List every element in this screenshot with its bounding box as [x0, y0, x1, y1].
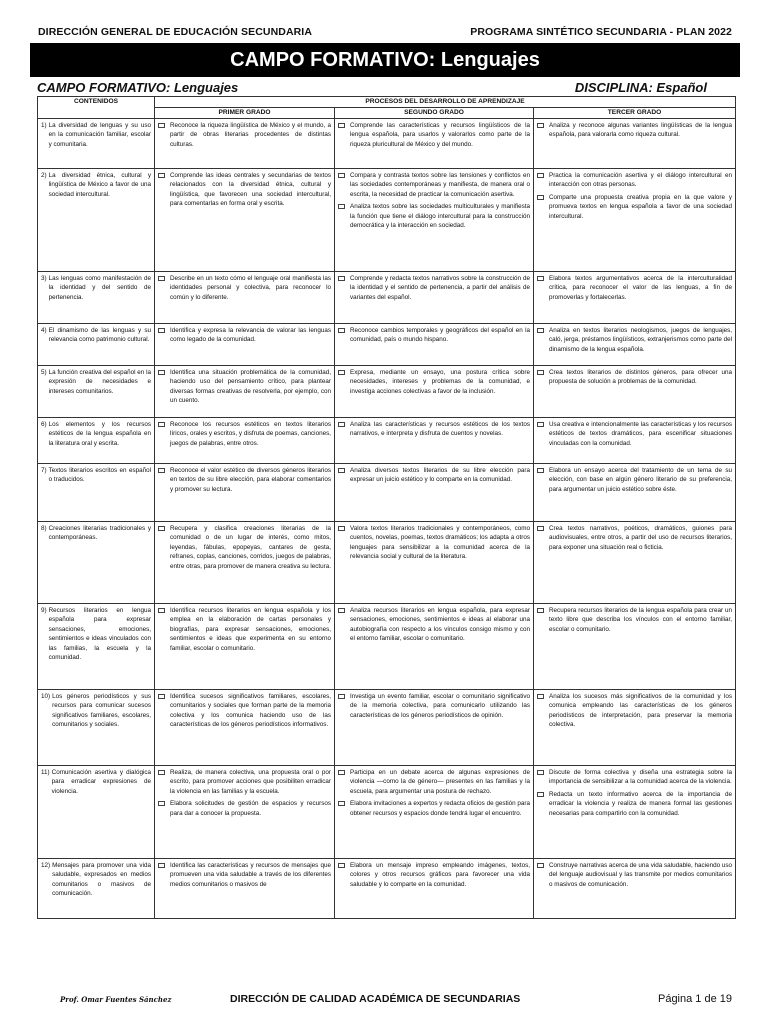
process-item — [158, 420, 331, 448]
content-cell — [38, 119, 155, 169]
bullet-box-icon — [158, 370, 165, 375]
footer — [60, 992, 732, 1006]
process-item — [338, 768, 530, 796]
table-row — [38, 366, 736, 418]
process-item — [537, 606, 732, 634]
campo-label: CAMPO FORMATIVO: Lenguajes — [37, 80, 239, 95]
disciplina-label: DISCIPLINA: Español — [574, 80, 707, 95]
grade-3-cell — [534, 690, 736, 766]
bullet-box-icon — [537, 276, 544, 281]
process-text: Comprende las características y recursos lingüísticos de la lengua española, para usarlos y valorarlos como parte de la riqueza pluricultural de México y del mundo. — [350, 122, 530, 148]
process-item — [338, 368, 530, 396]
top-header — [38, 26, 732, 40]
table-row — [38, 272, 736, 324]
process-text: Identifica y expresa la relevancia de valorar las lenguas como legado de la comunidad. — [170, 327, 331, 344]
process-item — [537, 692, 732, 730]
bullet-box-icon — [537, 370, 544, 375]
grade-1-cell — [155, 690, 335, 766]
process-text: Reconoce cambios temporales y geográficos del español en la comunidad, país o mundo hispano. — [350, 327, 530, 344]
content-text: La diversidad de lenguas y su uso en la comunicación familiar, escolar y comunitaria. — [48, 122, 151, 148]
process-item — [158, 368, 331, 406]
process-text: Reconoce el valor estético de diversos géneros literarios en textos de su libre elección, para elaborar comentarios y promover su lectura. — [170, 467, 331, 493]
grade-2-cell — [335, 522, 534, 604]
process-item — [158, 274, 331, 302]
grade-3-cell — [534, 366, 736, 418]
process-text: Elabora un mensaje impreso empleando imágenes, textos, colores y otros recursos gráficos para favorecer una vida saludable y lo comparte en la comunidad. — [350, 862, 530, 888]
bullet-box-icon — [537, 173, 544, 178]
grade-1-cell — [155, 272, 335, 324]
process-text: Identifica las características y recursos de mensajes que promueven una vida saludable a través de los diferentes medios comunitarios o masivos de — [170, 862, 331, 888]
col-grade-2: SEGUNDO GRADO — [335, 108, 534, 119]
process-item — [537, 466, 732, 494]
process-item — [158, 326, 331, 345]
process-item — [158, 171, 331, 209]
bullet-box-icon — [158, 276, 165, 281]
process-item — [158, 692, 331, 730]
content-text: El dinamismo de las lenguas y su relevancia como patrimonio cultural. — [48, 327, 151, 344]
content-cell — [38, 859, 155, 919]
process-text: Expresa, mediante un ensayo, una postura crítica sobre necesidades, intereses y problemas de la comunidad, e investiga acciones colectivas a favor de la inclusión. — [350, 369, 530, 395]
bullet-box-icon — [158, 608, 165, 613]
content-number: 6) — [41, 421, 47, 428]
process-text: Reconoce los recursos estéticos en textos literarios líricos, orales y escritos, y disfruta de poemas, canciones, juegos de palabras, entre otros. — [170, 421, 331, 447]
bullet-box-icon — [158, 468, 165, 473]
bullet-box-icon — [158, 328, 165, 333]
bullet-box-icon — [338, 801, 345, 806]
title-banner: CAMPO FORMATIVO: Lenguajes — [30, 43, 740, 77]
process-item — [537, 171, 732, 190]
bullet-box-icon — [338, 526, 345, 531]
process-text: Usa creativa e intencionalmente las características y los recursos estéticos de textos dramáticos, para escenificar situaciones vinculadas con la comunidad. — [549, 421, 733, 447]
grade-3-cell — [534, 766, 736, 859]
col-grade-3: TERCER GRADO — [534, 108, 736, 119]
bullet-box-icon — [537, 123, 544, 128]
grade-1-cell — [155, 418, 335, 464]
grade-3-cell — [534, 324, 736, 366]
content-number: 2) — [41, 172, 47, 179]
bullet-box-icon — [537, 694, 544, 699]
grade-3-cell — [534, 169, 736, 272]
bullet-box-icon — [338, 123, 345, 128]
content-text: Las lenguas como manifestación de la identidad y del sentido de pertenencia. — [48, 275, 151, 301]
process-item — [537, 524, 732, 552]
grade-1-cell — [155, 169, 335, 272]
content-cell — [38, 464, 155, 522]
process-text: Analiza diversos textos literarios de su libre elección para expresar un juicio estético y lo comparte en la comunidad. — [350, 467, 530, 484]
process-item — [537, 420, 732, 448]
grade-1-cell — [155, 604, 335, 690]
process-text: Crea textos literarios de distintos géneros, para ofrecer una propuesta de solución a problemas de la comunidad. — [549, 369, 733, 386]
process-item — [537, 790, 732, 818]
table-row — [38, 324, 736, 366]
process-item — [338, 466, 530, 485]
process-item — [338, 121, 530, 149]
process-text: Compara y contrasta textos sobre las tensiones y conflictos en las sociedades contemporáneas y manifiesta, de manera oral o escrita, la necesidad de practicar la comunicación asertiva. — [350, 172, 530, 198]
content-text: Recursos literarios en lengua española para expresar sensaciones, emociones, sentimientos e ideas vinculados con las familias, la escuela y la comunidad. — [48, 607, 151, 662]
bullet-box-icon — [338, 608, 345, 613]
grade-2-cell — [335, 169, 534, 272]
process-text: Comprende las ideas centrales y secundarias de textos relacionados con la diversidad étnica, cultural y lingüística, que favorecen una sociedad intercultural, para comentarlas en forma oral y escrita. — [170, 172, 331, 208]
content-text: Comunicación asertiva y dialógica para erradicar expresiones de violencia. — [51, 769, 151, 795]
process-item — [537, 274, 732, 302]
process-text: Reconoce la riqueza lingüística de México y el mundo, a partir de obras literarias procedentes de distintas culturas. — [170, 122, 331, 148]
table-row — [38, 464, 736, 522]
grade-1-cell — [155, 522, 335, 604]
process-item — [338, 171, 530, 199]
process-text: Recupera recursos literarios de la lengua española para crear un texto libre que describa los vínculos con el entorno familiar, escolar o comunitario. — [549, 607, 733, 633]
content-cell — [38, 690, 155, 766]
grade-2-cell — [335, 418, 534, 464]
process-item — [537, 861, 732, 889]
bullet-box-icon — [158, 526, 165, 531]
bullet-box-icon — [537, 792, 544, 797]
content-number: 7) — [41, 467, 47, 474]
process-text: Analiza los sucesos más significativos de la comunidad y los comunica empleando las características de los géneros periodísticos de interpretación, para preservar la memoria colectiva. — [549, 693, 733, 729]
table-body — [38, 119, 736, 919]
bullet-box-icon — [338, 370, 345, 375]
grade-3-cell — [534, 272, 736, 324]
content-cell — [38, 604, 155, 690]
process-item — [338, 606, 530, 644]
bullet-box-icon — [537, 526, 544, 531]
footer-author: Prof. Omar Fuentes Sánchez — [60, 994, 172, 1004]
process-text: Discute de forma colectiva y diseña una estrategia sobre la importancia de sensibilizar a la comunidad acerca de la violencia. — [549, 769, 733, 786]
bullet-box-icon — [338, 276, 345, 281]
content-text: Mensajes para promover una vida saludable, expresados en medios comunitarios o masivos de comunicación. — [52, 862, 151, 898]
content-number: 8) — [41, 525, 47, 532]
process-text: Recupera y clasifica creaciones literarias de la comunidad o de un lugar de interés, como mitos, leyendas, fábulas, epopeyas, cantares de gesta, refranes, coplas, canciones, corridos, juegos de palabras, entre otras, para promover de manera creativa su lectura. — [170, 525, 332, 570]
grade-1-cell — [155, 366, 335, 418]
content-number: 3) — [41, 275, 47, 282]
table-row — [38, 766, 736, 859]
process-item — [338, 326, 530, 345]
header-left: DIRECCIÓN GENERAL DE EDUCACIÓN SECUNDARIA — [38, 26, 313, 38]
grade-2-cell — [335, 690, 534, 766]
content-text: La diversidad étnica, cultural y lingüística de México a favor de una sociedad intercultural. — [48, 172, 151, 198]
grade-3-cell — [534, 859, 736, 919]
process-text: Analiza textos sobre las sociedades multiculturales y manifiesta la función que tiene el diálogo intercultural para la construcción democrática y la interacción en sociedad. — [350, 203, 530, 230]
grade-2-cell — [335, 464, 534, 522]
bullet-box-icon — [338, 328, 345, 333]
grade-2-cell — [335, 324, 534, 366]
grade-3-cell — [534, 119, 736, 169]
bullet-box-icon — [338, 468, 345, 473]
grade-1-cell — [155, 859, 335, 919]
content-cell — [38, 522, 155, 604]
process-text: Analiza en textos literarios neologismos, juegos de lenguajes, caló, jerga, préstamos lingüísticos, extranjerismos como parte del dinamismo de la lengua española. — [549, 327, 733, 353]
bullet-box-icon — [158, 123, 165, 128]
process-text: Identifica recursos literarios en lengua española y los emplea en la elaboración de cartas personales y biografías, para expresar sensaciones, emociones, sentimientos e ideas que experimenta en su entorno familiar, escolar o comunitario. — [170, 607, 331, 652]
bullet-box-icon — [158, 863, 165, 868]
process-text: Identifica sucesos significativos familiares, escolares, comunitarios y sociales que forman parte de la memoria colectiva y los comunica haciendo uso de las características de los géneros periodísticos informativos. — [170, 693, 331, 729]
process-text: Investiga un evento familiar, escolar o comunitario significativo de la memoria colectiva, para comunicarlo utilizando las características de los géneros periodísticos de opinión. — [350, 693, 530, 719]
process-item — [338, 692, 530, 720]
process-text: Participa en un debate acerca de algunas expresiones de violencia —como la de género— presentes en las familias y la escuela, para argumentar una postura de rechazo. — [350, 769, 530, 795]
table-row — [38, 604, 736, 690]
process-text: Describe en un texto cómo el lenguaje oral manifiesta las identidades personal y colectiva, para reconocer lo común y lo diferente. — [170, 275, 331, 301]
bullet-box-icon — [338, 422, 345, 427]
content-cell — [38, 766, 155, 859]
bullet-box-icon — [537, 770, 544, 775]
process-item — [158, 768, 331, 796]
process-item — [338, 861, 530, 889]
grade-3-cell — [534, 604, 736, 690]
content-cell — [38, 418, 155, 464]
process-text: Realiza, de manera colectiva, una propuesta oral o por escrito, para promover acciones que posibiliten erradicar la violencia en las familias y la escuela. — [170, 769, 331, 795]
process-item — [158, 524, 331, 571]
process-text: Elabora textos argumentativos acerca de la interculturalidad crítica, para reconocer el valor de las lenguas, a fin de promoverlas y fortalecerlas. — [549, 275, 733, 301]
process-text: Valora textos literarios tradicionales y contemporáneos, como cuentos, novelas, poemas, textos dramáticos; los adapta a otros lenguajes para sensibilizar a la comunidad acerca de la relevancia social y cultural de la literatura. — [350, 525, 530, 561]
process-text: Construye narrativas acerca de una vida saludable, haciendo uso del lenguaje audiovisual y las transmite por medios comunitarios o masivos de comunicación. — [549, 862, 733, 888]
content-number: 4) — [41, 327, 47, 334]
bullet-box-icon — [338, 863, 345, 868]
process-item — [537, 193, 732, 221]
content-number: 12) — [41, 862, 51, 869]
process-item — [537, 121, 732, 140]
process-item — [158, 861, 331, 889]
table-row — [38, 522, 736, 604]
bullet-box-icon — [158, 173, 165, 178]
process-item — [338, 524, 530, 562]
process-item — [158, 121, 331, 149]
footer-dept: DIRECCIÓN DE CALIDAD ACADÉMICA DE SECUNDARIAS — [230, 993, 521, 1005]
process-text: Elabora invitaciones a expertos y redacta oficios de gestión para obtener recursos y espacios donde tendrá lugar el encuentro. — [350, 800, 530, 817]
grade-1-cell — [155, 119, 335, 169]
content-text: Los elementos y los recursos estéticos de la lengua española en la literatura oral y escrita. — [48, 421, 151, 447]
process-item — [338, 202, 530, 230]
bullet-box-icon — [158, 770, 165, 775]
bullet-box-icon — [158, 694, 165, 699]
grade-2-cell — [335, 366, 534, 418]
content-text: Creaciones literarias tradicionales y contemporáneas. — [48, 525, 151, 542]
content-number: 1) — [41, 122, 47, 129]
process-item — [338, 799, 530, 818]
grade-3-cell — [534, 418, 736, 464]
table-row — [38, 418, 736, 464]
content-number: 10) — [41, 693, 51, 700]
process-text: Comparte una propuesta creativa propia en la que valore y promueva textos en lengua española a favor de una sociedad intercultural. — [549, 193, 733, 220]
grade-3-cell — [534, 522, 736, 604]
bullet-box-icon — [338, 770, 345, 775]
process-text: Elabora un ensayo acerca del tratamiento de un tema de su elección, con base en algún género literario de su preferencia, para argumentar un juicio estético sobre éste. — [549, 467, 733, 493]
process-text: Analiza las características y recursos estéticos de los textos narrativos, e interpreta y disfruta de cuentos y novelas. — [350, 421, 530, 438]
grade-3-cell — [534, 464, 736, 522]
bullet-box-icon — [537, 422, 544, 427]
process-text: Identifica una situación problemática de la comunidad, haciendo uso del pensamiento crítico, para plantear diversas formas creativas de resolverla, por ejemplo, con un cuento. — [170, 369, 331, 405]
bullet-box-icon — [537, 195, 544, 200]
process-text: Comprende y redacta textos narrativos sobre la construcción de la identidad y el sentido de pertenencia, a partir del análisis de variantes del español. — [350, 275, 530, 301]
content-number: 5) — [41, 369, 47, 376]
table-row — [38, 169, 736, 272]
content-cell — [38, 366, 155, 418]
table-row — [38, 859, 736, 919]
process-text: Analiza recursos literarios en lengua española, para expresar sensaciones, emociones, sentimientos e ideas al elaborar una autobiografía con respecto a los vínculos consigo mismo y con el entorno familiar, escolar o comunitario. — [350, 607, 530, 643]
content-cell — [38, 169, 155, 272]
process-text: Practica la comunicación asertiva y el diálogo intercultural en interacción con otras personas. — [549, 172, 733, 189]
page-number: Página 1 de 19 — [657, 993, 732, 1005]
process-text: Crea textos narrativos, poéticos, dramáticos, guiones para audiovisuales, entre otros, a partir del uso de recursos literarios, para exponer una situación real o ficticia. — [549, 525, 733, 551]
grade-2-cell — [335, 604, 534, 690]
bullet-box-icon — [537, 863, 544, 868]
content-text: Los géneros periodísticos y sus recursos para comunicar sucesos significativos familiares, escolares, comunitarios y sociales. — [52, 693, 151, 729]
content-cell — [38, 272, 155, 324]
table-row — [38, 119, 736, 169]
process-item — [537, 768, 732, 787]
table-row — [38, 690, 736, 766]
content-number: 9) — [41, 607, 47, 614]
process-item — [158, 466, 331, 494]
process-item — [338, 274, 530, 302]
process-item — [158, 799, 331, 818]
header-right: PROGRAMA SINTÉTICO SECUNDARIA - PLAN 2022 — [470, 26, 732, 38]
grade-1-cell — [155, 324, 335, 366]
process-text: Elabora solicitudes de gestión de espacios y recursos para dar a conocer la propuesta. — [170, 800, 331, 817]
grade-2-cell — [335, 119, 534, 169]
grade-1-cell — [155, 464, 335, 522]
col-procesos: PROCESOS DEL DESARROLLO DE APRENDIZAJE — [155, 97, 736, 108]
process-item — [537, 368, 732, 387]
bullet-box-icon — [537, 608, 544, 613]
process-item — [158, 606, 331, 653]
bullet-box-icon — [158, 422, 165, 427]
contents-table — [37, 96, 736, 919]
content-number: 11) — [41, 769, 50, 776]
bullet-box-icon — [537, 328, 544, 333]
process-text: Analiza y reconoce algunas variantes lingüísticas de la lengua española, para valorarla como riqueza cultural. — [549, 122, 733, 139]
bullet-box-icon — [158, 801, 165, 806]
content-cell — [38, 324, 155, 366]
content-text: La función creativa del español en la expresión de necesidades e intereses comunitarios. — [48, 369, 151, 395]
col-grade-1: PRIMER GRADO — [155, 108, 335, 119]
process-item — [338, 420, 530, 439]
bullet-box-icon — [338, 173, 345, 178]
bullet-box-icon — [338, 694, 345, 699]
table-head-row-1 — [38, 97, 736, 108]
grade-2-cell — [335, 272, 534, 324]
col-contenidos: CONTENIDOS — [38, 97, 155, 119]
subheader — [37, 80, 733, 96]
process-item — [537, 326, 732, 354]
grade-2-cell — [335, 766, 534, 859]
bullet-box-icon — [537, 468, 544, 473]
bullet-box-icon — [338, 204, 345, 209]
content-text: Textos literarios escritos en español o traducidos. — [48, 467, 151, 484]
grade-2-cell — [335, 859, 534, 919]
process-text: Redacta un texto informativo acerca de la importancia de erradicar la violencia y realiza de manera formal las gestiones necesarias para compartirlo con la comunidad. — [549, 790, 733, 817]
grade-1-cell — [155, 766, 335, 859]
